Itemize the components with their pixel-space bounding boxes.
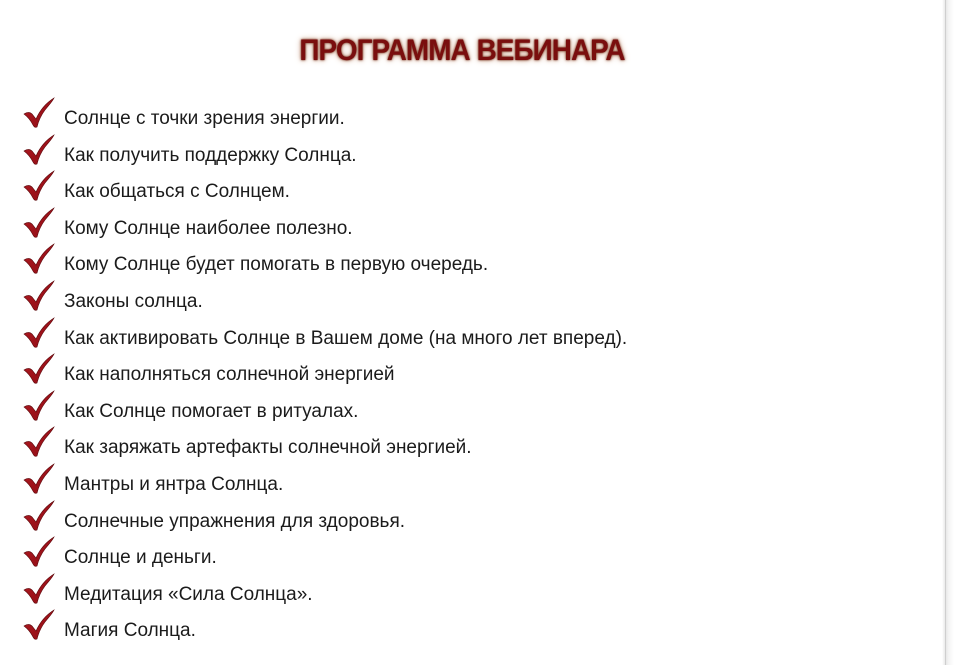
checkmark-icon — [22, 609, 56, 641]
list-item-label: Кому Солнце наиболее полезно. — [64, 217, 353, 239]
list-item — [22, 209, 627, 246]
checkmark-icon — [22, 573, 56, 605]
list-item-label: Как общаться с Солнцем. — [64, 181, 290, 203]
list-item-label: Как заряжать артефакты солнечной энергией. — [64, 437, 472, 459]
checkmark-icon — [22, 170, 56, 202]
list-item — [22, 99, 627, 136]
checkmark-icon — [22, 207, 56, 239]
checkmark-icon — [22, 426, 56, 458]
checkmark-icon — [22, 390, 56, 422]
list-item — [22, 428, 627, 465]
list-item — [22, 502, 627, 539]
list-item — [22, 355, 627, 392]
list-item-label: Солнечные упражнения для здоровья. — [64, 510, 406, 532]
list-item — [22, 136, 627, 173]
list-item-label: Как активировать Солнце в Вашем доме (на много лет вперед). — [64, 327, 628, 349]
page-edge-shadow — [942, 0, 954, 665]
list-item — [22, 282, 627, 319]
checkmark-icon — [22, 317, 56, 349]
list-item-label: Магия Солнца. — [64, 620, 196, 642]
list-item-label: Солнце с точки зрения энергии. — [64, 108, 345, 129]
list-item — [22, 172, 627, 209]
checkmark-icon — [22, 97, 56, 129]
list-item-label: Мантры и янтра Солнца. — [64, 473, 284, 495]
list-item-label: Медитация «Сила Солнца». — [64, 583, 313, 605]
page-title: ПРОГРАММА ВЕБИНАРА — [299, 34, 625, 67]
checkmark-icon — [22, 280, 56, 312]
list-item — [22, 465, 627, 502]
webinar-program-list — [22, 99, 627, 648]
list-item — [22, 392, 627, 429]
list-item-label: Законы солнца. — [64, 290, 203, 312]
list-item — [22, 611, 627, 648]
list-item-label: Как получить поддержку Солнца. — [64, 144, 357, 166]
list-item-label: Как наполняться солнечной энергией — [64, 364, 395, 386]
checkmark-icon — [22, 243, 56, 275]
list-item — [22, 319, 627, 356]
checkmark-icon — [22, 500, 56, 532]
list-item-label: Солнце и деньги. — [64, 547, 217, 569]
list-item-label: Кому Солнце будет помогать в первую очередь. — [64, 254, 489, 276]
list-item — [22, 245, 627, 282]
list-item — [22, 538, 627, 575]
checkmark-icon — [22, 536, 56, 568]
list-item-label: Как Солнце помогает в ритуалах. — [64, 400, 359, 422]
checkmark-icon — [22, 353, 56, 385]
checkmark-icon — [22, 134, 56, 166]
list-item — [22, 575, 627, 612]
checkmark-icon — [22, 463, 56, 495]
